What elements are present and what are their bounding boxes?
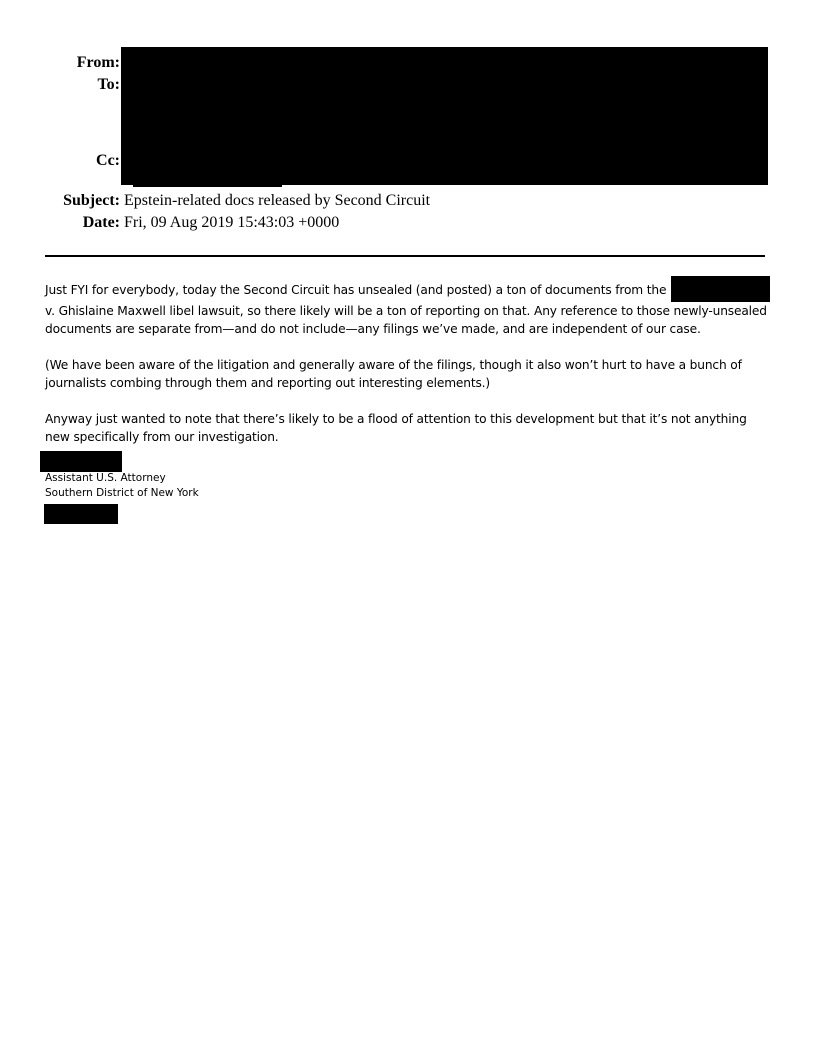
subject-value: Epstein-related docs released by Second Circuit <box>124 192 431 209</box>
email-body <box>45 276 775 464</box>
from-label: From: <box>76 54 120 71</box>
header-redaction <box>121 47 768 185</box>
p1-before: Just FYI for everybody, today the Second Circuit has unsealed (and posted) a ton of documents from the <box>45 283 667 297</box>
cc-redaction-tail <box>133 183 282 187</box>
body-paragraph-1 <box>45 276 775 338</box>
body-paragraph-3: Anyway just wanted to note that there’s likely to be a flood of attention to this development but that it’s not anything new specifically from our investigation. <box>45 412 747 444</box>
signature-block <box>45 471 199 501</box>
signature-name-redaction <box>40 451 122 472</box>
signature-phone-redaction <box>44 504 118 524</box>
cc-label: Cc: <box>96 152 120 169</box>
date-value: Fri, 09 Aug 2019 15:43:03 +0000 <box>124 214 340 231</box>
to-label: To: <box>97 76 120 93</box>
subject-label: Subject: <box>63 192 120 209</box>
header-divider <box>45 255 765 257</box>
date-label: Date: <box>82 214 120 231</box>
signature-office: Southern District of New York <box>45 487 199 499</box>
signature-title: Assistant U.S. Attorney <box>45 472 166 484</box>
name-redaction <box>671 276 770 302</box>
body-paragraph-2: (We have been aware of the litigation and generally aware of the filings, though it also won’t hurt to have a bunch of journalists combing through them and reporting out interesting elements.) <box>45 358 742 390</box>
p1-after: v. Ghislaine Maxwell libel lawsuit, so there likely will be a ton of reporting on that. Any reference to those newly-unsealed documents are separate from—and do not include—any filings we’ve made, and are independent of our case. <box>45 304 767 336</box>
